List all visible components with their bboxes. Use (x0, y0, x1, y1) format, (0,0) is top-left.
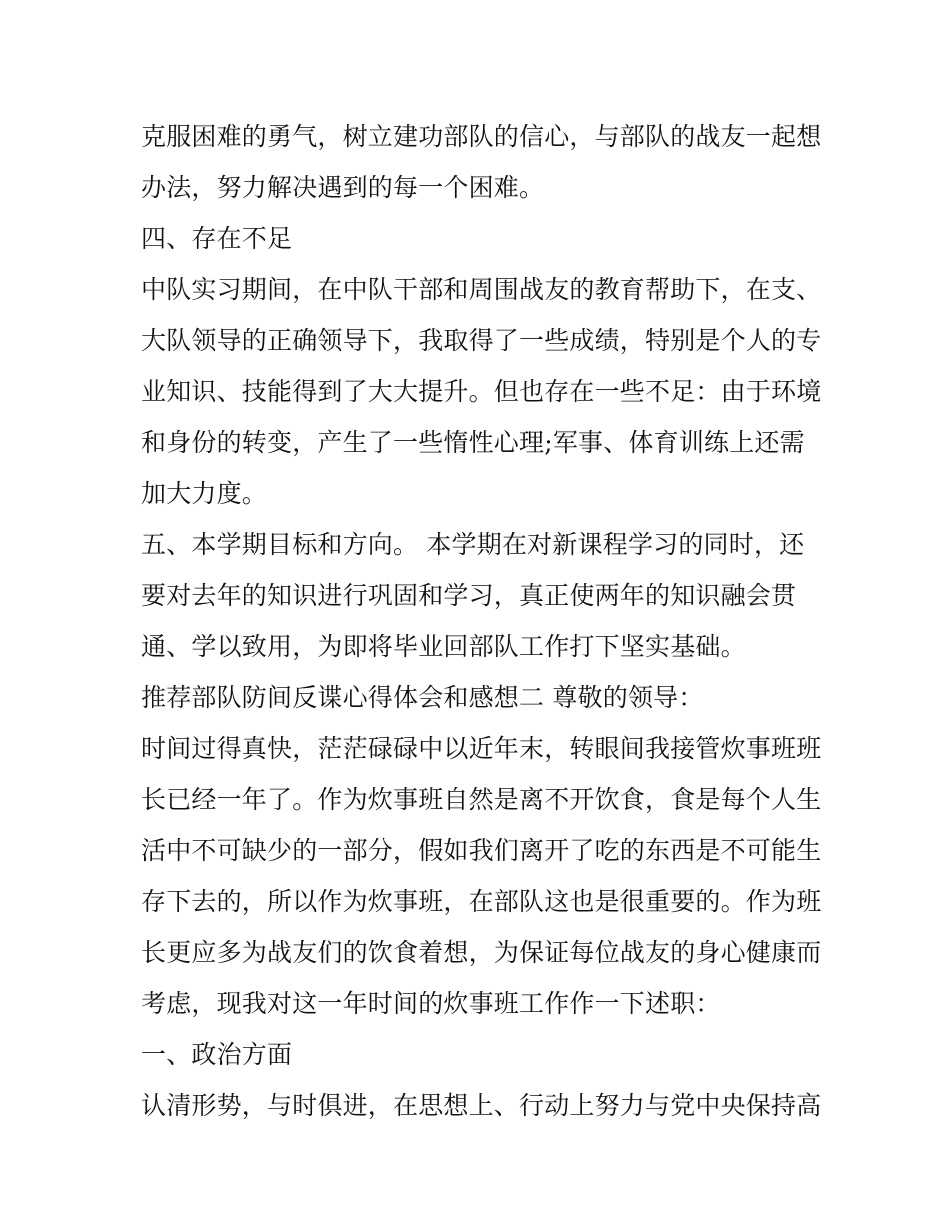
article-title-line: 推荐部队防间反谍心得体会和感想二 尊敬的领导： (141, 683, 704, 712)
text-line: 活中不可缺少的一部分，假如我们离开了吃的东西是不可能生 (141, 836, 822, 865)
text-line: 长已经一年了。作为炊事班自然是离不开饮食，食是每个人生 (141, 785, 822, 814)
text-line: 克服困难的勇气，树立建功部队的信心，与部队的战友一起想 (141, 122, 822, 151)
section-heading: 一、政治方面 (141, 1040, 293, 1069)
text-line: 要对去年的知识进行巩固和学习，真正使两年的知识融会贯 (141, 581, 797, 610)
text-line: 加大力度。 (141, 479, 268, 508)
document-body (141, 111, 821, 1131)
text-line: 办法，努力解决遇到的每一个困难。 (141, 173, 545, 202)
section-heading: 四、存在不足 (141, 224, 293, 253)
text-line: 大队领导的正确领导下，我取得了一些成绩，特别是个人的专 (141, 326, 822, 355)
text-line: 认清形势，与时俱进，在思想上、行动上努力与党中央保持高 (141, 1091, 822, 1120)
text-line: 通、学以致用，为即将毕业回部队工作打下坚实基础。 (141, 632, 746, 661)
text-line: 存下去的，所以作为炊事班，在部队这也是很重要的。作为班 (141, 887, 822, 916)
text-line: 长更应多为战友们的饮食着想，为保证每位战友的身心健康而 (141, 938, 822, 967)
text-line: 和身份的转变，产生了一些惰性心理;军事、体育训练上还需 (141, 428, 805, 457)
section-heading: 五、本学期目标和方向。 本学期在对新课程学习的同时，还 (141, 530, 805, 559)
text-line: 考虑，现我对这一年时间的炊事班工作作一下述职： (141, 989, 721, 1018)
text-line: 中队实习期间，在中队干部和周围战友的教育帮助下，在支、 (141, 275, 822, 304)
text-line: 业知识、技能得到了大大提升。但也存在一些不足：由于环境 (141, 377, 822, 406)
text-line: 时间过得真快，茫茫碌碌中以近年末，转眼间我接管炊事班班 (141, 734, 822, 763)
